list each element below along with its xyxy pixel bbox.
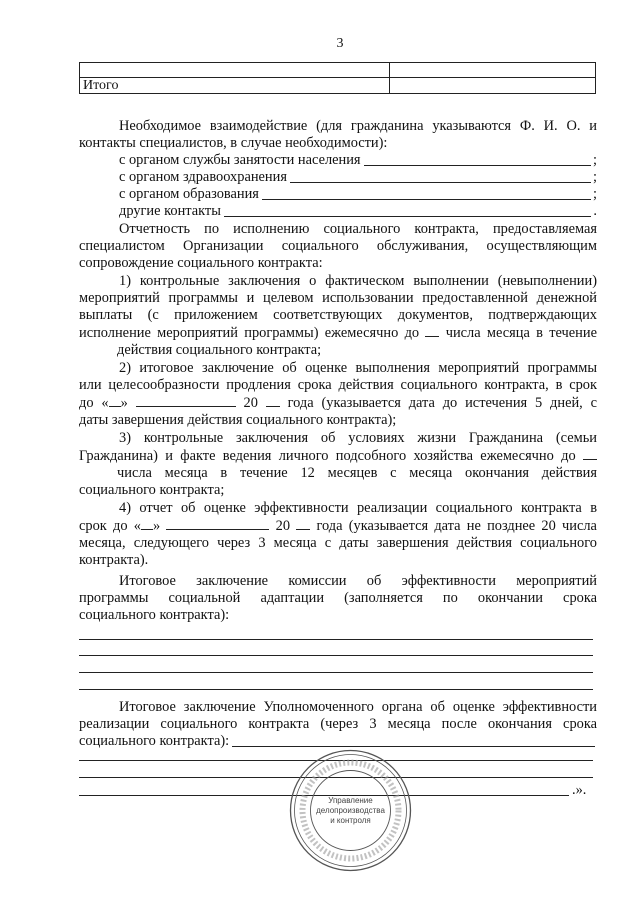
- health-contact-blank: [290, 181, 591, 183]
- item-2-line: или целесообразности продления срока действия социального контракта, в срок: [79, 377, 597, 393]
- education-contact-label: с органом образования: [119, 186, 259, 202]
- day-blank: [109, 394, 121, 407]
- item-2-line: даты завершения действия социального контракта);: [79, 412, 397, 428]
- date-open: срок до «: [79, 518, 141, 534]
- total-value-cell: [390, 78, 596, 94]
- table-cell: [390, 63, 596, 78]
- other-contact-label: другие контакты: [119, 203, 221, 219]
- official-stamp: [288, 748, 413, 873]
- month-blank: [136, 394, 236, 407]
- line-end-semicolon: ;: [593, 186, 597, 202]
- item-4-text: года (указывается дата не позднее 20 числа: [316, 518, 597, 534]
- item-1-line: действия социального контракта;: [117, 342, 322, 358]
- total-label: Итого: [80, 78, 390, 94]
- date-close: »: [120, 395, 128, 411]
- commission-line: Итоговое заключение комиссии об эффективности мероприятий: [119, 573, 597, 589]
- day-blank: [141, 517, 153, 530]
- reporting-intro-line: сопровождение социального контракта:: [79, 255, 323, 271]
- year-blank: [266, 394, 280, 407]
- table-row-total: [80, 78, 596, 94]
- line-end-semicolon: ;: [593, 152, 597, 168]
- page-number: 3: [336, 36, 344, 51]
- commission-section: [79, 573, 597, 624]
- item-1-line: мероприятий программы и целевом использовании предоставленной денежной: [79, 290, 597, 306]
- item-4-line: контракта).: [79, 552, 149, 568]
- authorized-text: социального контракта):: [79, 733, 230, 749]
- results-table: [79, 62, 596, 94]
- item-3-line: числа месяца в течение 12 месяцев с месяца окончания действия: [117, 465, 597, 481]
- authorized-line: Итоговое заключение Уполномоченного органа об оценке эффективности: [119, 699, 597, 715]
- employment-contact-line: [79, 152, 597, 169]
- item-2-line: 2) итоговое заключение об оценке выполнения мероприятий программы: [119, 360, 597, 376]
- day-blank: [583, 447, 597, 460]
- education-contact-blank: [262, 198, 591, 200]
- table-cell: [80, 63, 390, 78]
- stamp-text: [288, 796, 413, 826]
- commission-line: программы социальной адаптации (заполняется по окончании срока: [79, 590, 597, 606]
- item-1-text: исполнение мероприятий программы) ежемесячно до: [79, 325, 420, 341]
- reporting-intro-line: Отчетность по исполнению социального контракта, предоставляемая: [119, 221, 597, 237]
- reporting-section: [79, 221, 597, 569]
- item-4-line: месяца, следующего через 3 месяца с даты завершения действия социального: [79, 535, 597, 551]
- interaction-intro-line: контакты специалистов, в случае необходимости):: [79, 135, 388, 151]
- employment-contact-label: с органом службы занятости населения: [119, 152, 361, 168]
- item-1-line: выплаты (с приложением соответствующих документов, подтверждающих: [79, 307, 597, 323]
- item-4-line: [79, 517, 597, 535]
- year-prefix: 20: [275, 518, 291, 534]
- day-blank: [425, 324, 439, 337]
- item-3-line: социального контракта;: [79, 482, 225, 498]
- stamp-line: делопроизводства: [316, 806, 385, 815]
- line-end-period: .: [593, 203, 597, 219]
- item-3-text: Гражданина) и факте ведения личного подсобного хозяйства ежемесячно до: [79, 448, 576, 464]
- reporting-intro-line: специалистом Организации социального обслуживания, осуществляющим: [79, 238, 597, 254]
- health-contact-label: с органом здравоохранения: [119, 169, 287, 185]
- authorized-blank: [232, 745, 595, 747]
- item-3-line: 3) контрольные заключения об условиях жизни Гражданина (семьи: [119, 430, 597, 446]
- health-contact-line: [79, 169, 597, 186]
- closing-quote: .».: [572, 782, 587, 798]
- month-blank: [166, 517, 269, 530]
- table-row: [80, 63, 596, 78]
- interaction-intro-line: Необходимое взаимодействие (для гражданина указываются Ф. И. О. и: [119, 118, 597, 134]
- authorized-line: реализации социального контракта (через 3 месяца после окончания срока: [79, 716, 597, 732]
- stamp-line: Управление: [328, 796, 373, 805]
- stamp-line: и контроля: [330, 816, 371, 825]
- commission-blank-line: [79, 655, 593, 656]
- date-close: »: [152, 518, 161, 534]
- other-contact-line: [79, 203, 597, 220]
- item-1-line: 1) контрольные заключения о фактическом выполнении (невыполнении): [119, 273, 597, 289]
- commission-blank-line: [79, 672, 593, 673]
- year-blank: [296, 517, 310, 530]
- commission-blank-line: [79, 639, 593, 640]
- line-end-semicolon: ;: [593, 169, 597, 185]
- item-1-text: числа месяца в течение: [445, 325, 597, 341]
- year-prefix: 20: [243, 395, 258, 411]
- commission-line: социального контракта):: [79, 607, 230, 623]
- other-contact-blank: [224, 215, 592, 217]
- education-contact-line: [79, 186, 597, 203]
- authorized-section: [79, 699, 597, 750]
- date-open: до «: [79, 395, 109, 411]
- item-2-text: года (указывается дата до истечения 5 дней, с: [287, 395, 597, 411]
- item-1-line: [79, 324, 597, 342]
- interaction-section: [79, 118, 597, 220]
- item-3-line: [79, 447, 597, 465]
- item-4-line: 4) отчет об оценке эффективности реализации социального контракта в: [119, 500, 597, 516]
- commission-blank-line: [79, 689, 593, 690]
- employment-contact-blank: [364, 164, 591, 166]
- item-2-line: [79, 394, 597, 412]
